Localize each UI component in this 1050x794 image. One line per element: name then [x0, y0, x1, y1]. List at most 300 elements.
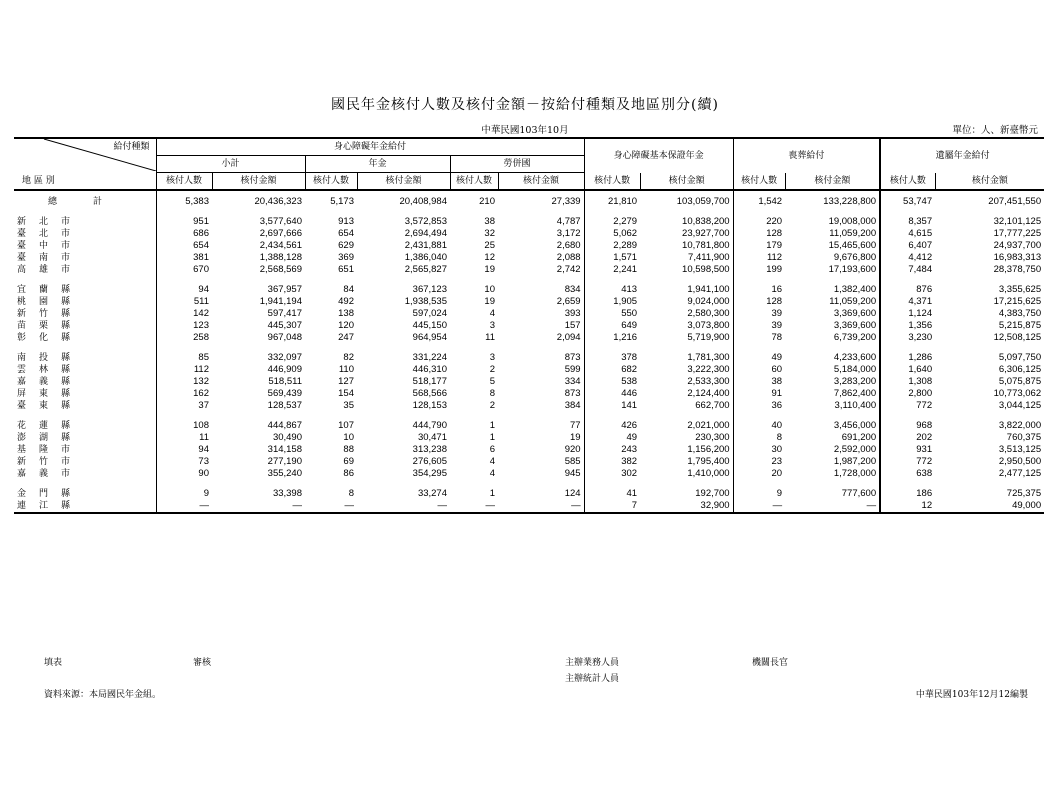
- count-cell: 38: [733, 376, 785, 388]
- table-row: [14, 240, 1044, 252]
- count-cell: 35: [343, 400, 354, 411]
- amount-cell: 17,193,600: [828, 264, 877, 275]
- count-cell: 951: [156, 216, 212, 228]
- count-cell: 10: [343, 432, 354, 443]
- count-cell: 128: [733, 228, 785, 240]
- table-row: [14, 216, 1044, 228]
- spacer-cell: [584, 412, 640, 420]
- count-cell: 4: [489, 468, 495, 479]
- amount-cell: 367,957: [267, 284, 302, 295]
- region-name: 連江縣: [14, 500, 156, 513]
- group-header-funeral: 喪葬給付: [733, 138, 880, 173]
- count-cell: 1,640: [880, 364, 935, 376]
- count-cell: —: [733, 500, 785, 513]
- count-cell: 90: [156, 468, 212, 480]
- amount-cell: 760,375: [1006, 432, 1042, 443]
- spacer-row: [14, 208, 1044, 216]
- count-cell: 60: [733, 364, 785, 376]
- spacer-row: [14, 480, 1044, 488]
- count-cell: 23: [733, 456, 785, 468]
- amount-cell: 16,983,313: [993, 252, 1042, 263]
- count-cell: 32: [484, 228, 495, 239]
- count-cell: 4,412: [880, 252, 935, 264]
- amount-cell: 945: [564, 468, 581, 479]
- count-cell: 25: [484, 240, 495, 251]
- count-cell: 94: [156, 284, 212, 296]
- amount-cell: 393: [564, 308, 581, 319]
- count-cell: 36: [733, 400, 785, 412]
- amount-cell: 3,172: [556, 228, 581, 239]
- count-cell: 8: [489, 388, 495, 399]
- count-cell: —: [156, 500, 212, 513]
- spacer-cell: [156, 208, 212, 216]
- count-cell: 19: [484, 296, 495, 307]
- table-row: [14, 500, 1044, 513]
- count-cell: —: [450, 500, 498, 513]
- report-period: 中華民國103年10月: [481, 125, 569, 136]
- count-cell: 511: [156, 296, 212, 308]
- spacer-cell: [880, 208, 935, 216]
- count-cell: 686: [156, 228, 212, 240]
- footer-chief: 機關長官: [752, 658, 789, 668]
- spacer-cell: [498, 276, 584, 284]
- amount-cell: 3,822,000: [998, 420, 1042, 431]
- amount-cell: 2,533,300: [687, 376, 730, 387]
- count-cell: 12: [880, 500, 935, 513]
- amount-cell: 777,600: [841, 488, 877, 499]
- group-header-disability: 身心障礙年金給付: [156, 138, 584, 156]
- count-cell: 968: [880, 420, 935, 432]
- amount-cell: 128,537: [267, 400, 302, 411]
- amount-cell: 10,781,800: [682, 240, 730, 251]
- amount-cell: 518,177: [412, 376, 447, 387]
- table-row: [14, 296, 1044, 308]
- spacer-cell: [584, 276, 640, 284]
- spacer-cell: [785, 344, 880, 352]
- count-cell: 6,407: [880, 240, 935, 252]
- spacer-cell: [935, 276, 1044, 284]
- amount-cell: 384: [564, 400, 581, 411]
- count-cell: 82: [343, 352, 354, 363]
- spacer-cell: [305, 344, 357, 352]
- table-row: [14, 388, 1044, 400]
- amount-cell: 17,777,225: [993, 228, 1042, 239]
- col-amount: 核付金額: [935, 173, 1044, 191]
- count-cell: 5: [489, 376, 495, 387]
- region-name: 新竹縣: [17, 309, 84, 319]
- amount-cell: 28,378,750: [993, 264, 1042, 275]
- count-cell: 8: [733, 432, 785, 444]
- table-row: [14, 352, 1044, 364]
- amount-cell: 27,339: [551, 196, 581, 207]
- amount-cell: 1,781,300: [687, 352, 730, 363]
- region-name: 新北市: [17, 217, 84, 227]
- spacer-cell: [305, 276, 357, 284]
- count-cell: 9: [156, 488, 212, 500]
- amount-cell: 332,097: [267, 352, 302, 363]
- count-cell: 88: [343, 444, 354, 455]
- count-cell: 2,241: [584, 264, 640, 276]
- count-cell: 772: [880, 400, 935, 412]
- spacer-cell: [156, 344, 212, 352]
- amount-cell: 313,238: [412, 444, 447, 455]
- amount-cell: 967,048: [267, 332, 302, 343]
- count-cell: 369: [338, 252, 354, 263]
- amount-cell: 2,697,666: [259, 228, 302, 239]
- count-cell: 40: [733, 420, 785, 432]
- amount-cell: 3,283,200: [833, 376, 877, 387]
- table-row: [14, 400, 1044, 412]
- amount-cell: 10,838,200: [682, 216, 730, 227]
- count-cell: 382: [584, 456, 640, 468]
- amount-cell: 2,021,000: [687, 420, 730, 431]
- count-cell: 3: [489, 320, 495, 331]
- count-cell: 9: [733, 488, 785, 500]
- amount-cell: 77: [570, 420, 581, 431]
- amount-cell: 599: [564, 364, 581, 375]
- spacer-cell: [450, 208, 498, 216]
- amount-cell: 2,742: [556, 264, 581, 275]
- amount-cell: 1,728,000: [833, 468, 877, 479]
- count-cell: 120: [338, 320, 354, 331]
- count-cell: 16: [733, 284, 785, 296]
- spacer-cell: [212, 412, 305, 420]
- count-cell: 4,615: [880, 228, 935, 240]
- spacer-cell: [640, 412, 733, 420]
- amount-cell: 2,580,300: [687, 308, 730, 319]
- count-cell: —: [305, 500, 357, 513]
- amount-cell: 2,680: [556, 240, 581, 251]
- count-cell: 12: [484, 252, 495, 263]
- amount-cell: 23,927,700: [682, 228, 730, 239]
- amount-cell: 2,124,400: [687, 388, 730, 399]
- region-name: 臺南市: [17, 253, 84, 263]
- amount-cell: 920: [564, 444, 581, 455]
- spacer-cell: [733, 276, 785, 284]
- amount-cell: 7,862,400: [833, 388, 877, 399]
- footer-fill: 填表: [44, 658, 63, 668]
- amount-cell: 1,941,194: [259, 296, 302, 307]
- spacer-cell: [880, 412, 935, 420]
- spacer-cell: [357, 480, 450, 488]
- count-cell: 73: [156, 456, 212, 468]
- amount-cell: 207,451,550: [988, 196, 1042, 207]
- amount-cell: 9,024,000: [687, 296, 730, 307]
- count-cell: 142: [156, 308, 212, 320]
- spacer-cell: [156, 480, 212, 488]
- spacer-cell: [357, 276, 450, 284]
- count-cell: 4: [489, 456, 495, 467]
- corner-top-label: 給付種類: [113, 142, 150, 152]
- amount-cell: 5,097,750: [998, 352, 1042, 363]
- count-cell: 8: [348, 488, 354, 499]
- footer-business: 主辦業務人員: [565, 658, 620, 668]
- amount-cell: 2,694,494: [404, 228, 447, 239]
- spacer-cell: [785, 208, 880, 216]
- amount-cell: 444,790: [412, 420, 447, 431]
- amount-cell: 3,577,640: [259, 216, 302, 227]
- count-cell: 1,542: [733, 196, 785, 208]
- spacer-cell: [935, 412, 1044, 420]
- spacer-cell: [14, 480, 156, 488]
- amount-cell: 2,431,881: [404, 240, 447, 251]
- table-row: [14, 264, 1044, 276]
- amount-cell: 277,190: [267, 456, 302, 467]
- spacer-row: [14, 344, 1044, 352]
- spacer-cell: [14, 412, 156, 420]
- amount-cell: 2,950,500: [998, 456, 1042, 467]
- count-cell: 2,289: [584, 240, 640, 252]
- count-cell: 91: [733, 388, 785, 400]
- count-cell: 49: [733, 352, 785, 364]
- table-row: [14, 420, 1044, 432]
- col-amount: 核付金額: [785, 173, 880, 191]
- count-cell: 112: [156, 364, 212, 376]
- amount-cell: 1,156,200: [687, 444, 730, 455]
- col-count: 核付人數: [584, 173, 640, 191]
- count-cell: 1: [489, 432, 495, 443]
- count-cell: 3,230: [880, 332, 935, 344]
- amount-cell: 128,153: [412, 400, 447, 411]
- col-amount: 核付金額: [640, 173, 733, 191]
- region-name: 金門縣: [17, 489, 84, 499]
- subheader-annuity: 年金: [305, 156, 450, 173]
- spacer-cell: [785, 480, 880, 488]
- amount-cell: 20,436,323: [254, 196, 302, 207]
- amount-cell: 103,059,700: [676, 196, 730, 207]
- spacer-cell: [212, 276, 305, 284]
- count-cell: 30: [733, 444, 785, 456]
- amount-cell: 3,222,300: [687, 364, 730, 375]
- amount-cell: 30,471: [417, 432, 447, 443]
- amount-cell: 2,477,125: [998, 468, 1042, 479]
- count-cell: 85: [156, 352, 212, 364]
- count-cell: 258: [156, 332, 212, 344]
- amount-cell: 15,465,600: [828, 240, 877, 251]
- count-cell: 426: [584, 420, 640, 432]
- amount-cell: 133,228,800: [823, 196, 877, 207]
- col-count: 核付人數: [450, 173, 498, 191]
- count-cell: 21,810: [584, 196, 640, 208]
- count-cell: 1,124: [880, 308, 935, 320]
- count-cell: 1: [489, 488, 495, 499]
- amount-cell: 354,295: [412, 468, 447, 479]
- footer-compiled: 中華民國103年12月12編製: [915, 690, 1028, 700]
- spacer-cell: [640, 208, 733, 216]
- count-cell: 112: [733, 252, 785, 264]
- amount-cell: 7,411,900: [688, 252, 730, 263]
- total-row: [14, 196, 1044, 208]
- region-name: 屏東縣: [17, 389, 84, 399]
- region-name: 臺東縣: [17, 401, 84, 411]
- count-cell: 84: [343, 284, 354, 295]
- count-cell: 1,308: [880, 376, 935, 388]
- amount-cell: 1,795,400: [687, 456, 730, 467]
- amount-cell: 518,511: [268, 376, 302, 387]
- spacer-cell: [498, 412, 584, 420]
- count-cell: 11: [156, 432, 212, 444]
- amount-cell: 3,513,125: [998, 444, 1042, 455]
- spacer-cell: [450, 412, 498, 420]
- col-count: 核付人數: [880, 173, 935, 191]
- count-cell: 179: [733, 240, 785, 252]
- region-name: 雲林縣: [17, 365, 84, 375]
- spacer-cell: [357, 208, 450, 216]
- count-cell: 108: [156, 420, 212, 432]
- table-row: [14, 252, 1044, 264]
- region-name: 臺中市: [17, 241, 84, 251]
- amount-cell: 49,000: [935, 500, 1044, 513]
- amount-cell: 192,700: [695, 488, 730, 499]
- region-name: 新竹市: [17, 457, 84, 467]
- count-cell: 10: [484, 284, 495, 295]
- count-cell: 37: [156, 400, 212, 412]
- count-cell: 1,216: [584, 332, 640, 344]
- amount-cell: 4,233,600: [833, 352, 877, 363]
- amount-cell: 1,938,535: [404, 296, 447, 307]
- amount-cell: 5,184,000: [833, 364, 877, 375]
- count-cell: 78: [733, 332, 785, 344]
- count-cell: 39: [733, 320, 785, 332]
- count-cell: 154: [338, 388, 354, 399]
- count-cell: 138: [338, 308, 354, 319]
- spacer-cell: [640, 344, 733, 352]
- spacer-cell: [212, 344, 305, 352]
- spacer-cell: [305, 208, 357, 216]
- table-body: [14, 190, 1044, 513]
- group-header-survivor: 遺屬年金給付: [880, 138, 1044, 173]
- amount-cell: 24,937,700: [993, 240, 1042, 251]
- spacer-cell: [584, 344, 640, 352]
- amount-cell: 19,008,000: [828, 216, 877, 227]
- region-name: 桃園縣: [17, 297, 84, 307]
- region-name: 基隆市: [17, 445, 84, 455]
- spacer-cell: [880, 480, 935, 488]
- count-cell: 381: [156, 252, 212, 264]
- count-cell: 772: [880, 456, 935, 468]
- spacer-cell: [450, 276, 498, 284]
- amount-cell: 33,274: [417, 488, 447, 499]
- count-cell: 5,173: [330, 196, 354, 207]
- amount-cell: —: [785, 500, 880, 513]
- subheader-labor-combined: 勞併國: [450, 156, 584, 173]
- amount-cell: 11,059,200: [829, 296, 877, 307]
- count-cell: 39: [733, 308, 785, 320]
- amount-cell: 3,456,000: [833, 420, 877, 431]
- spacer-cell: [935, 208, 1044, 216]
- count-cell: 629: [338, 240, 354, 251]
- amount-cell: 834: [564, 284, 581, 295]
- amount-cell: 276,605: [412, 456, 447, 467]
- amount-cell: 569,439: [267, 388, 302, 399]
- region-name: 花蓮縣: [17, 421, 84, 431]
- count-cell: 162: [156, 388, 212, 400]
- count-cell: 1: [489, 420, 495, 431]
- count-cell: 913: [338, 216, 354, 227]
- amount-cell: 32,101,125: [993, 216, 1042, 227]
- spacer-cell: [498, 344, 584, 352]
- count-cell: 49: [584, 432, 640, 444]
- amount-cell: 1,382,400: [833, 284, 877, 295]
- amount-cell: 2,659: [556, 296, 581, 307]
- amount-cell: 446,310: [412, 364, 447, 375]
- unit-label: 單位：人、新臺幣元: [952, 125, 1038, 136]
- amount-cell: 33,398: [272, 488, 302, 499]
- amount-cell: 3,044,125: [998, 400, 1042, 411]
- spacer-cell: [450, 344, 498, 352]
- count-cell: 2,279: [584, 216, 640, 228]
- count-cell: 199: [733, 264, 785, 276]
- count-cell: 127: [338, 376, 354, 387]
- amount-cell: 9,676,800: [833, 252, 877, 263]
- count-cell: 123: [156, 320, 212, 332]
- count-cell: 654: [156, 240, 212, 252]
- spacer-cell: [156, 276, 212, 284]
- data-table: [14, 137, 1044, 514]
- amount-cell: 444,867: [267, 420, 302, 431]
- amount-cell: —: [498, 500, 584, 513]
- spacer-cell: [880, 276, 935, 284]
- spacer-cell: [305, 480, 357, 488]
- amount-cell: 445,150: [412, 320, 447, 331]
- table-row: [14, 468, 1044, 480]
- spacer-cell: [450, 480, 498, 488]
- spacer-cell: [785, 412, 880, 420]
- amount-cell: 4,787: [556, 216, 581, 227]
- table-row: [14, 228, 1044, 240]
- amount-cell: 30,490: [272, 432, 302, 443]
- spacer-cell: [212, 480, 305, 488]
- amount-cell: 12,508,125: [993, 332, 1042, 343]
- count-cell: 247: [338, 332, 354, 343]
- table-row: [14, 488, 1044, 500]
- amount-cell: 11,059,200: [829, 228, 877, 239]
- amount-cell: 662,700: [695, 400, 730, 411]
- count-cell: 4,371: [880, 296, 935, 308]
- count-cell: 550: [584, 308, 640, 320]
- spacer-cell: [212, 208, 305, 216]
- count-cell: 186: [880, 488, 935, 500]
- count-cell: 2: [489, 364, 495, 375]
- corner-header: [14, 138, 156, 173]
- count-cell: 651: [338, 264, 354, 275]
- count-cell: 1,356: [880, 320, 935, 332]
- spacer-cell: [935, 480, 1044, 488]
- spacer-cell: [156, 412, 212, 420]
- count-cell: 302: [584, 468, 640, 480]
- count-cell: 5,383: [156, 196, 212, 208]
- region-name: 嘉義市: [17, 469, 84, 479]
- count-cell: 38: [484, 216, 495, 227]
- amount-cell: 5,215,875: [998, 320, 1042, 331]
- count-cell: 1,571: [584, 252, 640, 264]
- footer-stats: 主辦統計人員: [565, 674, 620, 684]
- col-amount: 核付金額: [357, 173, 450, 191]
- amount-cell: 1,386,040: [404, 252, 447, 263]
- amount-cell: 6,306,125: [998, 364, 1042, 375]
- spacer-cell: [584, 480, 640, 488]
- count-cell: 5,062: [584, 228, 640, 240]
- amount-cell: 17,215,625: [993, 296, 1042, 307]
- spacer-cell: [880, 344, 935, 352]
- count-cell: 1,286: [880, 352, 935, 364]
- amount-cell: 6,739,200: [833, 332, 877, 343]
- count-cell: 94: [156, 444, 212, 456]
- amount-cell: 3,369,600: [833, 308, 877, 319]
- amount-cell: 3,369,600: [833, 320, 877, 331]
- amount-cell: 367,123: [412, 284, 447, 295]
- table-row: [14, 320, 1044, 332]
